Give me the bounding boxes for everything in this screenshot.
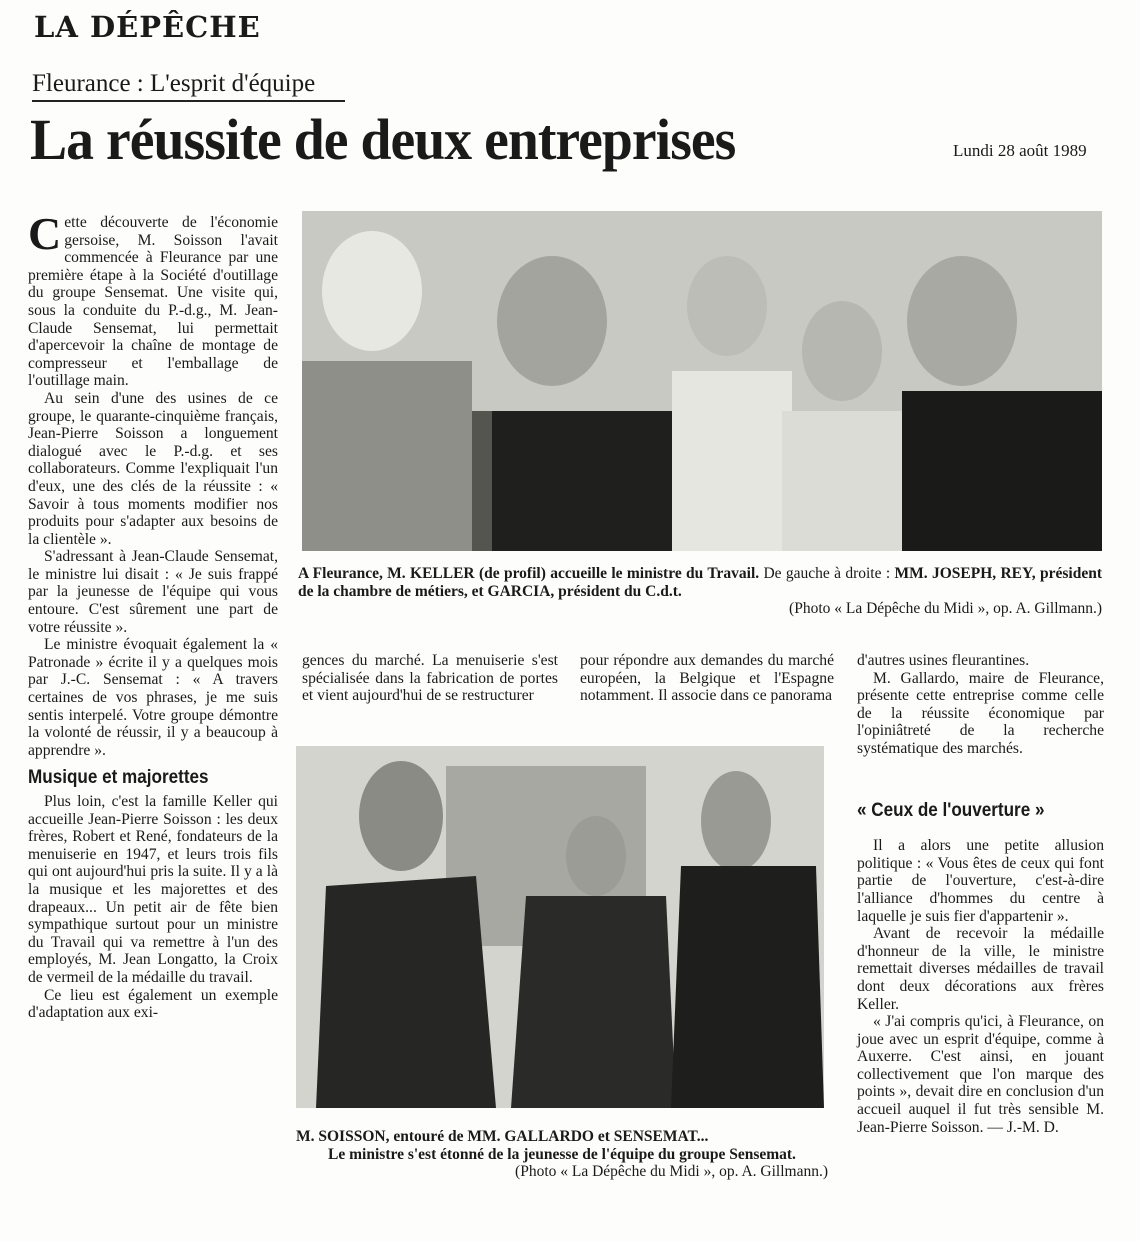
column-3 — [580, 652, 834, 705]
column-3-text: pour répondre aux demandes du marché européen, la Belgique et l'Espagne notamment. Il associe dans ce panorama — [580, 652, 834, 705]
paragraph-3: S'adressant à Jean-Claude Sensemat, le ministre lui disait : « Je suis frappé par la jeunesse de l'équipe qui vous entoure. C'est sûrement une part de votre réussite ». — [28, 548, 278, 636]
caption-2-credit: (Photo « La Dépêche du Midi », op. A. Gillmann.) — [515, 1163, 828, 1180]
column-2-text: gences du marché. La menuiserie s'est spécialisée dans la fabrication de portes et vient aujourd'hui de se restructurer — [302, 652, 558, 705]
subhead-musique: Musique et majorettes — [28, 767, 209, 789]
caption-photo-1 — [298, 565, 1102, 618]
paragraph-1-text: ette découverte de l'économie gersoise, M. Soisson l'avait commencée à Fleurance par une première étape à la Société d'outillage du groupe Sensemat. Une visite qui, sous la conduite du P.-d.g., M. Jean-Claude Sensemat, lui permettait d'apercevoir la chaîne de montage de compresseur et l'emballage de l'outillage main. — [28, 214, 278, 390]
paragraph-2: Au sein d'une des usines de ce groupe, le quarante-cinquième français, Jean-Pierre Soisson a longuement dialogué avec le P.-d.g. et ses collaborateurs. Comme l'expliquait l'un d'eux, une des clés de la réussite : « Savoir à tous moments modifier nos produits pour s'adapter aux besoins de la clientèle ». — [28, 389, 278, 548]
col4-paragraph-3: Il a alors une petite allusion politique : « Vous êtes de ceux qui font partie de l'ouverture, c'est-à-dire l'alliance d'hommes du centre à laquelle je suis fier d'appartenir ». — [857, 837, 1104, 925]
caption-2-line-2: Le ministre s'est étonné de la jeunesse de l'équipe du groupe Sensemat. — [328, 1145, 796, 1163]
headline: La réussite de deux entreprises — [30, 107, 736, 172]
paragraph-6: Ce lieu est également un exemple d'adaptation aux exi- — [28, 986, 278, 1022]
publication-name: LA DÉPÊCHE — [34, 10, 261, 44]
caption-photo-2 — [296, 1128, 828, 1181]
photo-soisson-gallardo-sensemat — [296, 746, 824, 1108]
col4-paragraph-4: Avant de recevoir la médaille d'honneur de la ville, le ministre remettait diverses médailles de travail dont deux décorations aux frères Keller. — [857, 925, 1104, 1013]
drop-cap: C — [28, 208, 62, 259]
caption-1-lead: A Fleurance, M. KELLER (de profil) accueille le ministre du Travail. — [298, 565, 760, 582]
caption-1-names: MM. JOSEPH, REY, président de la chambre de métiers, et GARCIA, président du C.d.t. — [298, 565, 1102, 600]
paragraph-5: Plus loin, c'est la famille Keller qui accueille Jean-Pierre Soisson : les deux frères, Robert et René, fondateurs de la menuiserie en 1947, et leurs trois fils qui ont aujourd'hui pris la suite. Il y a là la musique et les majorettes et des drapeaux... Un petit air de fête bien sympathique surtout pour un ministre du Travail qui va remettre à l'un des employés, M. Jean Longatto, la Croix de vermeil de la médaille du travail. — [28, 793, 278, 986]
publication-date: Lundi 28 août 1989 — [953, 141, 1087, 160]
kicker: Fleurance : L'esprit d'équipe — [32, 70, 345, 102]
caption-2-line-1: M. SOISSON, entouré de MM. GALLARDO et SENSEMAT... — [296, 1128, 709, 1145]
col4-paragraph-5: « J'ai compris qu'ici, à Fleurance, on joue avec un esprit d'équipe, comme à Auxerre. C'est ainsi, en jouant collectivement que l'on marque des points », devait dire en conclusion d'un accueil auquel il fut très sensible M. Jean-Pierre Soisson. — J.-M. D. — [857, 1013, 1104, 1136]
caption-1-connector: De gauche à droite : — [759, 565, 895, 582]
paragraph-1 — [28, 208, 278, 390]
caption-1-credit: (Photo « La Dépêche du Midi », op. A. Gillmann.) — [789, 600, 1102, 617]
column-4 — [857, 652, 1104, 1136]
paragraph-4: Le ministre évoquait également la « Patronade » écrite il y a quelques mois par J.-C. Sensemat : « A travers certaines de vos phrases, je me suis sentis interpelé. Votre groupe démontre la volonté de réussir, il y a beaucoup à apprendre ». — [28, 636, 278, 759]
photo-keller-minister — [302, 211, 1102, 551]
column-2 — [302, 652, 558, 705]
col4-paragraph-1: d'autres usines fleurantines. — [857, 652, 1030, 669]
subhead-ouverture: « Ceux de l'ouverture » — [857, 799, 1045, 821]
col4-paragraph-2: M. Gallardo, maire de Fleurance, présente cette entreprise comme celle de la réussite économique par l'opiniâtreté de la recherche systématique des marchés. — [857, 669, 1104, 757]
column-1 — [28, 208, 278, 1022]
